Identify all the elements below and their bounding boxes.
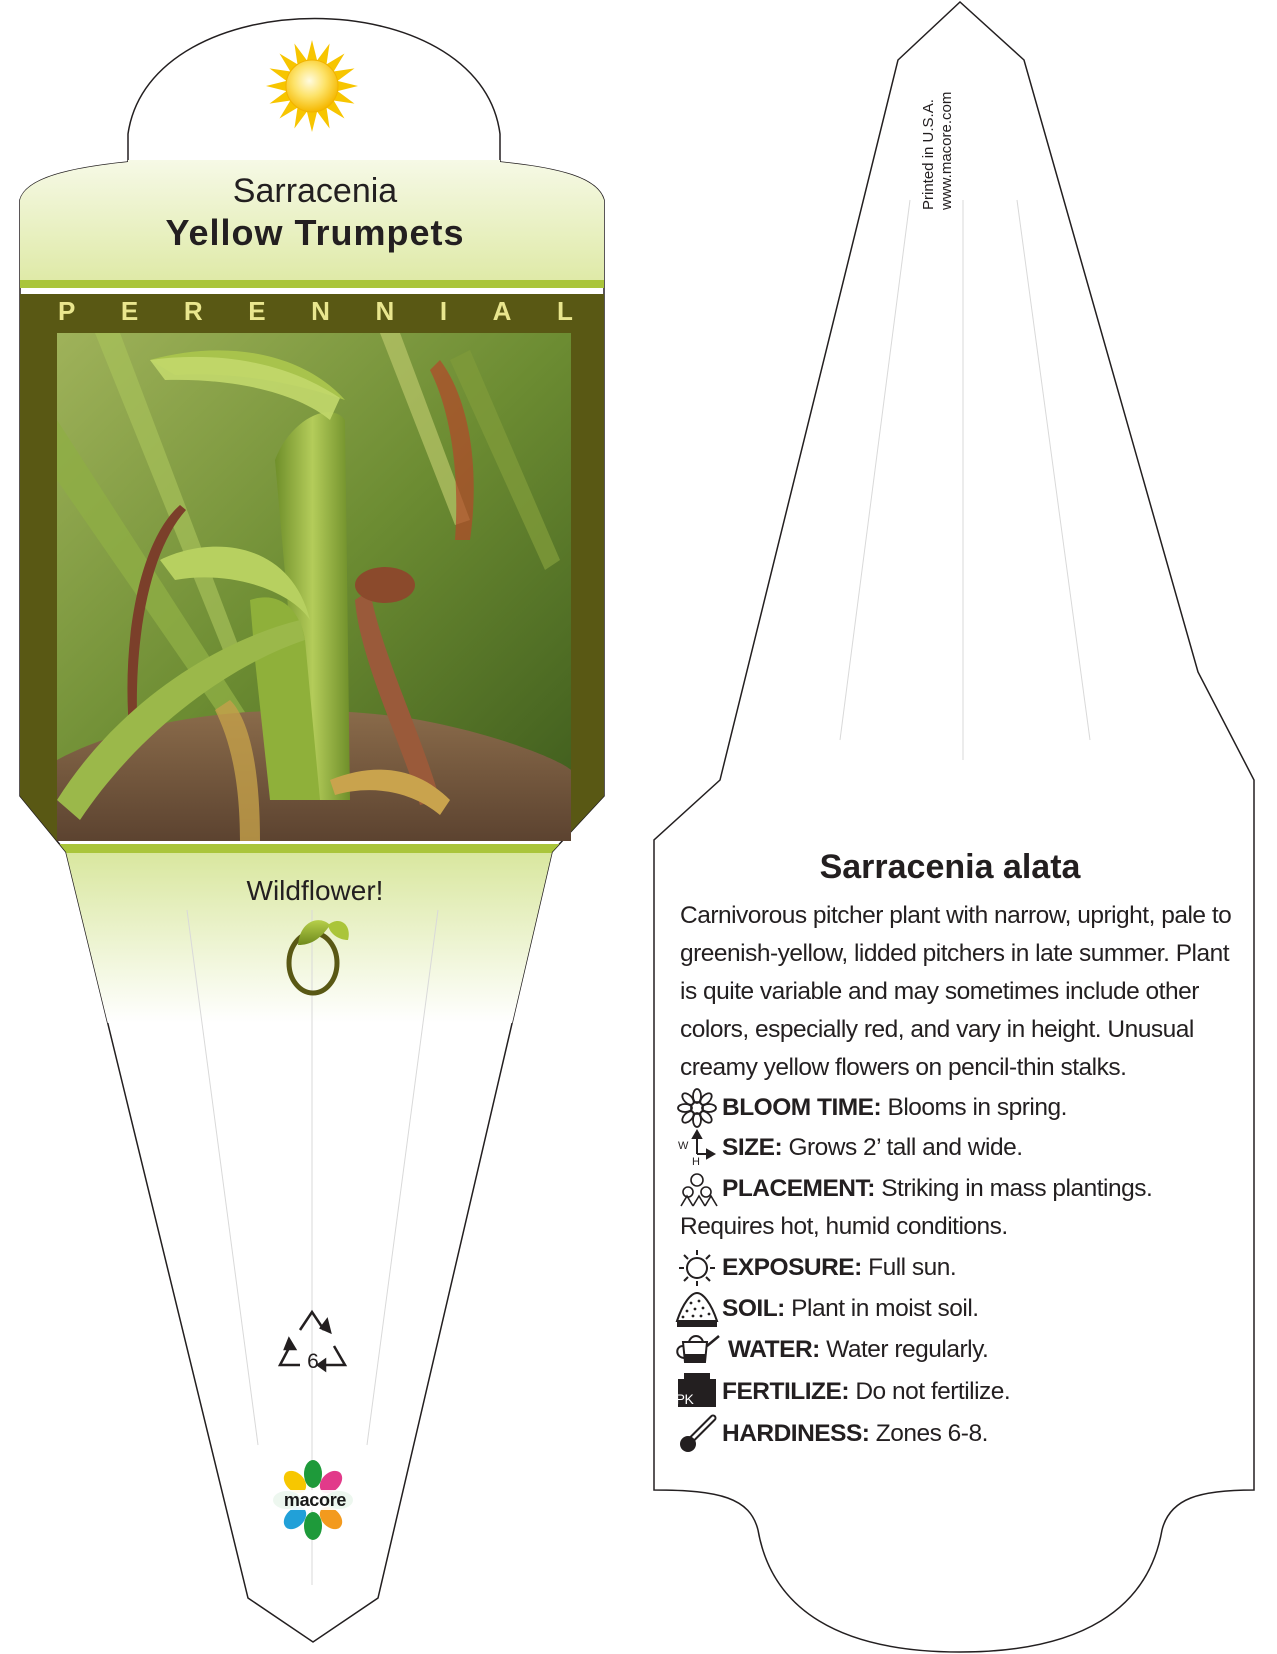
attribute-label: BLOOM TIME:: [722, 1094, 882, 1121]
attribute-fertilize: [666, 1373, 1245, 1411]
printed-url: www.macore.com: [938, 91, 955, 210]
attribute-value: Full sun.: [868, 1254, 957, 1281]
attribute-value: Plant in moist soil.: [791, 1295, 979, 1322]
attribute-label: FERTILIZE:: [722, 1378, 850, 1405]
attribute-label: SIZE:: [722, 1134, 783, 1161]
attribute-label: HARDINESS:: [722, 1420, 870, 1447]
tagline: Wildflower!: [246, 875, 384, 906]
attribute-soil: [680, 1290, 1245, 1328]
plant-type-label: [58, 296, 573, 327]
attribute-value: Blooms in spring.: [887, 1094, 1067, 1121]
plant-type-letter: N: [375, 296, 395, 326]
plant-type-letter: E: [120, 296, 139, 326]
size-icon-w: W: [678, 1139, 688, 1152]
attribute-hardiness: [680, 1415, 1245, 1453]
npk-label: NPK: [666, 1390, 694, 1407]
plant-type-letter: L: [557, 296, 573, 326]
plant-type-letter: E: [248, 296, 266, 326]
attribute-label: SOIL:: [722, 1295, 785, 1322]
attribute-bloom-time: [680, 1089, 1245, 1127]
plant-photo: [57, 333, 571, 841]
attribute-label: WATER:: [728, 1336, 820, 1363]
sun-icon: [266, 40, 358, 132]
cultivar-name: Yellow Trumpets: [165, 212, 465, 253]
attribute-size: [680, 1129, 1245, 1167]
plant-type-letter: R: [183, 296, 203, 326]
plant-type-letter: N: [311, 296, 330, 326]
attribute-value: Water regularly.: [826, 1336, 989, 1363]
size-icon-h: H: [692, 1155, 700, 1168]
genus-name: Sarracenia: [232, 172, 398, 210]
plant-description: Carnivorous pitcher plant with narrow, upright, pale to greenish-yellow, lidded pitchers in late summer. Plant is quite variable and may sometimes include other colors, especially red, and vary in height. Unusual creamy yellow flowers on pencil-thin stalks.: [680, 902, 1232, 1081]
attribute-value: Striking in mass plantings. Requires hot, humid conditions.: [680, 1175, 1153, 1240]
attribute-placement: [680, 1170, 1245, 1246]
attribute-label: EXPOSURE:: [722, 1254, 862, 1281]
attribute-water: [680, 1331, 1245, 1369]
recycle-number: 6: [307, 1350, 319, 1373]
plant-type-letter: A: [492, 296, 512, 326]
attribute-exposure: [680, 1249, 1245, 1287]
attribute-value: Zones 6-8.: [875, 1420, 988, 1447]
scientific-name: Sarracenia alata: [819, 848, 1081, 886]
printed-note: [920, 92, 956, 210]
attribute-value: Do not fertilize.: [855, 1378, 1011, 1405]
brand-name: macore: [283, 1490, 347, 1510]
plant-type-letter: P: [58, 296, 76, 326]
attribute-value: Grows 2’ tall and wide.: [788, 1134, 1023, 1161]
printed-line: Printed in U.S.A.: [920, 99, 937, 210]
attribute-label: PLACEMENT:: [722, 1175, 875, 1202]
plant-type-letter: I: [439, 296, 448, 326]
